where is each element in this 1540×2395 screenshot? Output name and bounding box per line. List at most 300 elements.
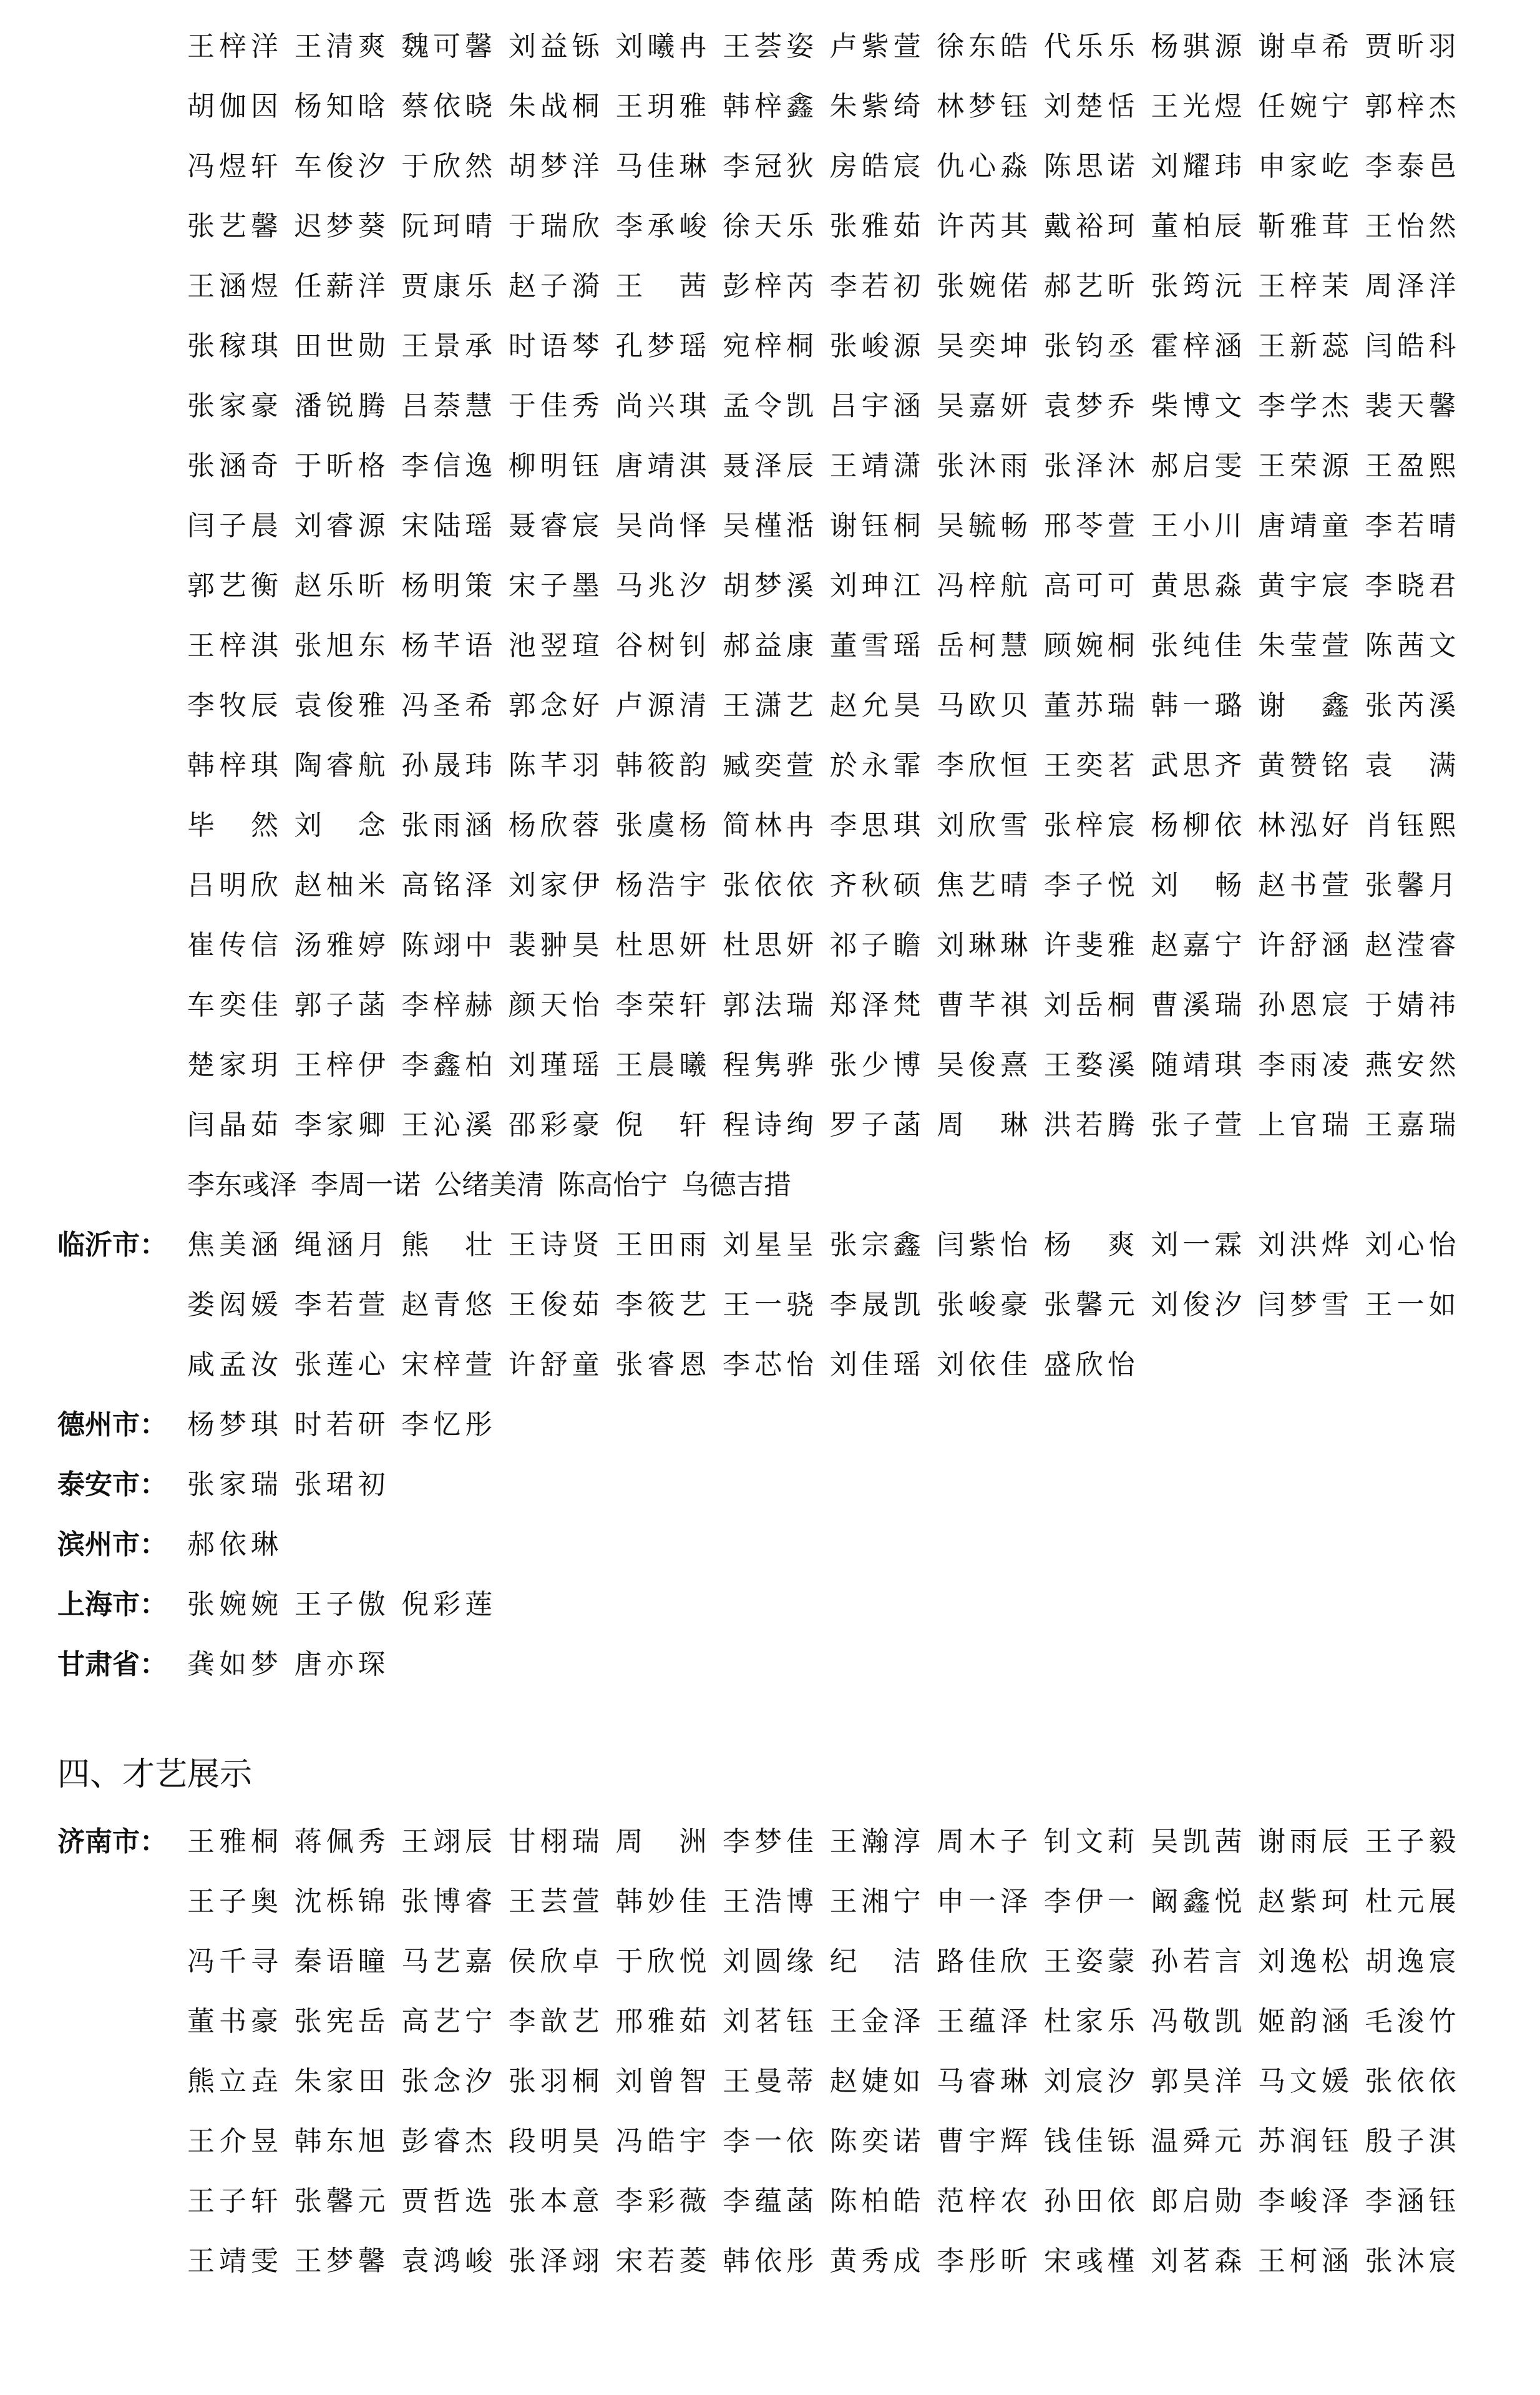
person-name: 陈奕诺: [829, 2125, 921, 2157]
person-name: 李彩薇: [615, 2185, 707, 2217]
person-name: 王小川: [1151, 510, 1242, 542]
name-row: [0, 22, 1540, 72]
person-name: 阮珂晴: [401, 210, 493, 242]
person-name: 宋彧槿: [1043, 2245, 1135, 2277]
name-list: [187, 1169, 1473, 1201]
name-row: [0, 1817, 1540, 1867]
person-name: 张婉婉: [187, 1589, 278, 1620]
person-name: 王盈熙: [1365, 450, 1456, 482]
person-name: 沈栎锦: [294, 1886, 386, 1917]
person-name: 王婺溪: [1043, 1049, 1135, 1081]
person-name: 贾康乐: [401, 270, 493, 302]
person-name: 杨柳依: [1151, 810, 1242, 841]
person-name: 张依依: [722, 869, 814, 901]
person-name: 徐天乐: [722, 210, 814, 242]
person-name: 胡伽因: [187, 91, 278, 122]
person-name: 王怡然: [1365, 210, 1456, 242]
person-name: 李学杰: [1257, 390, 1349, 422]
person-name: 李忆彤: [401, 1409, 493, 1441]
person-name: 黄思淼: [1151, 570, 1242, 602]
person-name: 郝益康: [722, 630, 814, 662]
person-name: 吴槿湉: [722, 510, 814, 542]
name-row: [0, 2236, 1540, 2286]
person-name: 李峻泽: [1257, 2185, 1349, 2217]
person-name: 王姿蒙: [1043, 1946, 1135, 1977]
person-name: 裴天馨: [1365, 390, 1456, 422]
person-name: 黄赞铭: [1257, 750, 1349, 781]
person-name: 张珺初: [294, 1469, 386, 1501]
person-name: 聂泽辰: [722, 450, 814, 482]
person-name: 谢鑫: [1257, 690, 1349, 722]
person-name: 李一依: [722, 2125, 814, 2157]
person-name: 李涵钰: [1365, 2185, 1456, 2217]
person-name: 于欣然: [401, 150, 493, 182]
person-name: 张莲心: [294, 1349, 386, 1381]
name-list: [187, 572, 1473, 600]
person-name: 崔传信: [187, 929, 278, 961]
person-name: 罗子菡: [829, 1109, 921, 1141]
person-name: 郑泽梵: [829, 989, 921, 1021]
person-name: 杨知晗: [294, 91, 386, 122]
name-list: [187, 1229, 1473, 1261]
person-name: 唐亦琛: [294, 1648, 386, 1680]
person-name: 林泓好: [1257, 810, 1349, 841]
person-name: 徐东皓: [937, 31, 1028, 62]
person-name: 申家屹: [1257, 150, 1349, 182]
person-name: 彭睿杰: [401, 2125, 493, 2157]
person-name: 郭艺衡: [187, 570, 278, 602]
name-list: [187, 2065, 1473, 2097]
person-name: 赵柚米: [294, 869, 386, 901]
person-name: 车俊汐: [294, 150, 386, 182]
name-list: [187, 989, 1473, 1021]
person-name: 赵青悠: [401, 1289, 493, 1321]
person-name: 朱莹萱: [1257, 630, 1349, 662]
person-name: 张依依: [1365, 2065, 1456, 2097]
person-name: 于昕格: [294, 450, 386, 482]
person-name: 乌德吉措: [681, 1169, 791, 1201]
person-name: 刘念: [294, 810, 386, 841]
person-name: 王清爽: [294, 31, 386, 62]
person-name: 宛梓桐: [722, 330, 814, 362]
person-name: 刘楚恬: [1043, 91, 1135, 122]
person-name: 王涵煜: [187, 270, 278, 302]
person-name: 朱家田: [294, 2065, 386, 2097]
person-name: 郭子菡: [294, 989, 386, 1021]
person-name: 王新蕊: [1257, 330, 1349, 362]
person-name: 张峻豪: [937, 1289, 1028, 1321]
person-name: 王梓淇: [187, 630, 278, 662]
person-name: 张雨涵: [401, 810, 493, 841]
person-name: 倪轩: [615, 1109, 707, 1141]
person-name: 谢钰桐: [829, 510, 921, 542]
person-name: 孙晟玮: [401, 750, 493, 781]
person-name: 刘一霖: [1151, 1229, 1242, 1261]
person-name: 高铭泽: [401, 869, 493, 901]
person-name: 魏可馨: [401, 31, 493, 62]
person-name: 王子轩: [187, 2185, 278, 2217]
person-name: 吴俊熹: [937, 1049, 1028, 1081]
person-name: 李牧辰: [187, 690, 278, 722]
region-label: 临沂市：: [57, 1229, 167, 1261]
name-row: [0, 2177, 1540, 2226]
person-name: 盛欣怡: [1043, 1349, 1135, 1381]
person-name: 李若萱: [294, 1289, 386, 1321]
person-name: 焦艺晴: [937, 869, 1028, 901]
name-row: [0, 1041, 1540, 1090]
person-name: 武思齐: [1151, 750, 1242, 781]
person-name: 闫梦雪: [1257, 1289, 1349, 1321]
person-name: 王雅桐: [187, 1826, 278, 1858]
person-name: 高可可: [1043, 570, 1135, 602]
person-name: 王茜: [615, 270, 707, 302]
name-list: [187, 1351, 1473, 1379]
person-name: 田世勋: [294, 330, 386, 362]
person-name: 曹芊祺: [937, 989, 1028, 1021]
person-name: 吴奕坤: [937, 330, 1028, 362]
person-name: 宋子墨: [508, 570, 600, 602]
name-row: [0, 681, 1540, 731]
person-name: 王金泽: [829, 2006, 921, 2037]
name-list: [187, 1411, 1473, 1439]
person-name: 李晟凯: [829, 1289, 921, 1321]
name-row: [0, 381, 1540, 431]
person-name: 韩梓琪: [187, 750, 278, 781]
person-name: 王子奥: [187, 1886, 278, 1917]
name-list: [187, 692, 1473, 720]
person-name: 许斐雅: [1043, 929, 1135, 961]
person-name: 高艺宁: [401, 2006, 493, 2037]
person-name: 李鑫柏: [401, 1049, 493, 1081]
person-name: 张筠沅: [1151, 270, 1242, 302]
person-name: 张博睿: [401, 1886, 493, 1917]
person-name: 苏润钰: [1257, 2125, 1349, 2157]
person-name: 尚兴琪: [615, 390, 707, 422]
name-row: [0, 441, 1540, 491]
person-name: 吴毓畅: [937, 510, 1028, 542]
person-name: 李若晴: [1365, 510, 1456, 542]
name-row: [0, 2117, 1540, 2167]
person-name: 靳雅茸: [1257, 210, 1349, 242]
person-name: 杨骐源: [1151, 31, 1242, 62]
name-list: [187, 1888, 1473, 1916]
person-name: 闫皓科: [1365, 330, 1456, 362]
name-row: [0, 1400, 1540, 1450]
person-name: 柳明钰: [508, 450, 600, 482]
person-name: 刘耀玮: [1151, 150, 1242, 182]
person-name: 焦美涵: [187, 1229, 278, 1261]
person-name: 王梓洋: [187, 31, 278, 62]
name-row: [0, 1640, 1540, 1690]
person-name: 代乐乐: [1043, 31, 1135, 62]
person-name: 李歆艺: [508, 2006, 600, 2037]
person-name: 秦语瞳: [294, 1946, 386, 1977]
person-name: 蔡依晓: [401, 91, 493, 122]
person-name: 肖钰熙: [1365, 810, 1456, 841]
person-name: 潘锐腾: [294, 390, 386, 422]
person-name: 李冠狄: [722, 150, 814, 182]
person-name: 刘家伊: [508, 869, 600, 901]
person-name: 阚鑫悦: [1151, 1886, 1242, 1917]
person-name: 宋陆瑶: [401, 510, 493, 542]
person-name: 仇心淼: [937, 150, 1028, 182]
person-name: 郭梓杰: [1365, 91, 1456, 122]
person-name: 赵子漪: [508, 270, 600, 302]
person-name: 于婧祎: [1365, 989, 1456, 1021]
person-name: 简林冉: [722, 810, 814, 841]
person-name: 绳涵月: [294, 1229, 386, 1261]
person-name: 周洲: [615, 1826, 707, 1858]
person-name: 王俊茹: [508, 1289, 600, 1321]
person-name: 张馨元: [1043, 1289, 1135, 1321]
person-name: 张雅茹: [829, 210, 921, 242]
person-name: 祁子瞻: [829, 929, 921, 961]
name-list: [187, 2125, 1473, 2157]
person-name: 毕然: [187, 810, 278, 841]
name-row: [0, 621, 1540, 671]
person-name: 张芮溪: [1365, 690, 1456, 722]
person-name: 董书豪: [187, 2006, 278, 2037]
name-row: [0, 1520, 1540, 1570]
person-name: 闫子晨: [187, 510, 278, 542]
name-row: [0, 2057, 1540, 2107]
person-name: 刘宸汐: [1043, 2065, 1135, 2097]
person-name: 周泽洋: [1365, 270, 1456, 302]
person-name: 宋若菱: [615, 2245, 707, 2277]
person-name: 柴博文: [1151, 390, 1242, 422]
person-name: 杜元展: [1365, 1886, 1456, 1917]
person-name: 李雨凌: [1257, 1049, 1349, 1081]
person-name: 王梓茉: [1257, 270, 1349, 302]
person-name: 马佳琳: [615, 150, 707, 182]
person-name: 霍梓涵: [1151, 330, 1242, 362]
person-name: 王湘宁: [829, 1886, 921, 1917]
person-name: 马睿琳: [937, 2065, 1028, 2097]
person-name: 张馨月: [1365, 869, 1456, 901]
person-name: 洪若腾: [1043, 1109, 1135, 1141]
name-row: [0, 202, 1540, 252]
person-name: 周木子: [937, 1826, 1028, 1858]
person-name: 冯圣希: [401, 690, 493, 722]
name-row: [0, 1937, 1540, 1987]
name-row: [0, 1460, 1540, 1510]
person-name: 赵嘉宁: [1151, 929, 1242, 961]
person-name: 程诗绚: [722, 1109, 814, 1141]
person-name: 戴裕珂: [1043, 210, 1135, 242]
person-name: 汤雅婷: [294, 929, 386, 961]
person-name: 冯敬凯: [1151, 2006, 1242, 2037]
person-name: 唐靖童: [1257, 510, 1349, 542]
person-name: 王梓伊: [294, 1049, 386, 1081]
person-name: 袁梦乔: [1043, 390, 1135, 422]
person-name: 王子毅: [1365, 1826, 1456, 1858]
person-name: 卢源清: [615, 690, 707, 722]
person-name: 李蕴菡: [722, 2185, 814, 2217]
person-name: 熊壮: [401, 1229, 493, 1261]
person-name: 谷树钊: [615, 630, 707, 662]
person-name: 陶睿航: [294, 750, 386, 781]
person-name: 杨梦琪: [187, 1409, 278, 1441]
person-name: 刘睿源: [294, 510, 386, 542]
person-name: 刘益铄: [508, 31, 600, 62]
name-list: [187, 2185, 1473, 2217]
person-name: 刘欣雪: [937, 810, 1028, 841]
person-name: 孙田依: [1043, 2185, 1135, 2217]
person-name: 郭昊洋: [1151, 2065, 1242, 2097]
person-name: 杨欣蓉: [508, 810, 600, 841]
person-name: 聂睿宸: [508, 510, 600, 542]
person-name: 刘琳琳: [937, 929, 1028, 961]
person-name: 王柯涵: [1257, 2245, 1349, 2277]
person-name: 吕萘慧: [401, 390, 493, 422]
person-name: 王瀚淳: [829, 1826, 921, 1858]
person-name: 路佳欣: [937, 1946, 1028, 1977]
person-name: 刘洪烨: [1257, 1229, 1349, 1261]
person-name: 毛浚竹: [1365, 2006, 1456, 2037]
person-name: 郝启雯: [1151, 450, 1242, 482]
name-row: [0, 321, 1540, 371]
person-name: 时若研: [294, 1409, 386, 1441]
name-list: [187, 752, 1473, 780]
person-name: 张睿恩: [615, 1349, 707, 1381]
person-name: 胡梦洋: [508, 150, 600, 182]
person-name: 王诗贤: [508, 1229, 600, 1261]
person-name: 陈柏皓: [829, 2185, 921, 2217]
person-name: 吴尚怿: [615, 510, 707, 542]
person-name: 马艺嘉: [401, 1946, 493, 1977]
person-name: 贾哲选: [401, 2185, 493, 2217]
person-name: 刘依佳: [937, 1349, 1028, 1381]
person-name: 贾昕羽: [1365, 31, 1456, 62]
person-name: 李筱艺: [615, 1289, 707, 1321]
person-name: 于欣悦: [615, 1946, 707, 1977]
person-name: 咸孟汝: [187, 1349, 278, 1381]
person-name: 陈高怡宁: [558, 1169, 668, 1201]
person-name: 杜思妍: [615, 929, 707, 961]
region-label: 济南市：: [57, 1826, 167, 1858]
name-row: [0, 262, 1540, 311]
person-name: 段明昊: [508, 2125, 600, 2157]
person-name: 王田雨: [615, 1229, 707, 1261]
person-name: 张峻源: [829, 330, 921, 362]
person-name: 刘曦冉: [615, 31, 707, 62]
person-name: 王玥雅: [615, 91, 707, 122]
person-name: 王景承: [401, 330, 493, 362]
person-name: 申一泽: [937, 1886, 1028, 1917]
person-name: 王光煜: [1151, 91, 1242, 122]
person-name: 张纯佳: [1151, 630, 1242, 662]
name-list: [187, 1828, 1473, 1856]
person-name: 随靖琪: [1151, 1049, 1242, 1081]
person-name: 许芮其: [937, 210, 1028, 242]
name-list: [187, 450, 1473, 482]
person-name: 温舜元: [1151, 2125, 1242, 2157]
name-list: [187, 2008, 1473, 2035]
person-name: 董雪瑶: [829, 630, 921, 662]
person-name: 郝艺昕: [1043, 270, 1135, 302]
person-name: 杨浩宇: [615, 869, 707, 901]
person-name: 马文媛: [1257, 2065, 1349, 2097]
person-name: 谢雨辰: [1257, 1826, 1349, 1858]
person-name: 赵紫珂: [1257, 1886, 1349, 1917]
name-row: [0, 1997, 1540, 2047]
person-name: 曹溪瑞: [1151, 989, 1242, 1021]
person-name: 姬韵涵: [1257, 2006, 1349, 2037]
person-name: 冯皓宇: [615, 2125, 707, 2157]
person-name: 韩梓鑫: [722, 91, 814, 122]
person-name: 周琳: [937, 1109, 1028, 1141]
person-name: 王梦馨: [294, 2245, 386, 2277]
person-name: 张泽沐: [1043, 450, 1135, 482]
person-name: 楚家玥: [187, 1049, 278, 1081]
name-row: [0, 1340, 1540, 1390]
name-list: [187, 1531, 1473, 1559]
person-name: 王曼蒂: [722, 2065, 814, 2097]
name-list: [187, 150, 1473, 182]
region-label: 甘肃省：: [57, 1648, 167, 1680]
person-name: 张沐宸: [1365, 2245, 1456, 2277]
person-name: 孟令凯: [722, 390, 814, 422]
name-list: [187, 1948, 1473, 1976]
person-name: 韩东旭: [294, 2125, 386, 2157]
person-name: 郭法瑞: [722, 989, 814, 1021]
person-name: 上官瑞: [1257, 1109, 1349, 1141]
person-name: 任薪洋: [294, 270, 386, 302]
person-name: 马兆汐: [615, 570, 707, 602]
person-name: 臧奕萱: [722, 750, 814, 781]
person-name: 迟梦葵: [294, 210, 386, 242]
person-name: 谢卓希: [1257, 31, 1349, 62]
person-name: 李若初: [829, 270, 921, 302]
person-name: 吴凯茜: [1151, 1826, 1242, 1858]
person-name: 陈芊羽: [508, 750, 600, 781]
name-list: [187, 270, 1473, 302]
person-name: 刘瑾瑶: [508, 1049, 600, 1081]
name-list: [187, 1648, 1473, 1680]
name-row: [0, 1877, 1540, 1927]
person-name: 张沐雨: [937, 450, 1028, 482]
person-name: 唐靖淇: [615, 450, 707, 482]
person-name: 彭梓芮: [722, 270, 814, 302]
person-name: 王介昱: [187, 2125, 278, 2157]
person-name: 王嘉瑞: [1365, 1109, 1456, 1141]
person-name: 孙恩宸: [1257, 989, 1349, 1021]
person-name: 郎启勋: [1151, 2185, 1242, 2217]
person-name: 李周一诺: [311, 1169, 421, 1201]
person-name: 赵婕如: [829, 2065, 921, 2097]
region-label: 滨州市：: [57, 1529, 167, 1560]
person-name: 李思琪: [829, 810, 921, 841]
person-name: 张涵奇: [187, 450, 278, 482]
name-list: [187, 2245, 1473, 2277]
person-name: 许舒涵: [1257, 929, 1349, 961]
person-name: 朱战桐: [508, 91, 600, 122]
person-name: 袁鸿峻: [401, 2245, 493, 2277]
person-name: 李子悦: [1043, 869, 1135, 901]
person-name: 马欧贝: [937, 690, 1028, 722]
person-name: 李家卿: [294, 1109, 386, 1141]
name-row: [0, 1160, 1540, 1210]
person-name: 时语棽: [508, 330, 600, 362]
person-name: 李伊一: [1043, 1886, 1135, 1917]
person-name: 赵允昊: [829, 690, 921, 722]
person-name: 裴翀昊: [508, 929, 600, 961]
person-name: 林梦钰: [937, 91, 1028, 122]
person-name: 王一骁: [722, 1289, 814, 1321]
person-name: 郭念好: [508, 690, 600, 722]
person-name: 袁满: [1365, 750, 1456, 781]
person-name: 池翌瑄: [508, 630, 600, 662]
